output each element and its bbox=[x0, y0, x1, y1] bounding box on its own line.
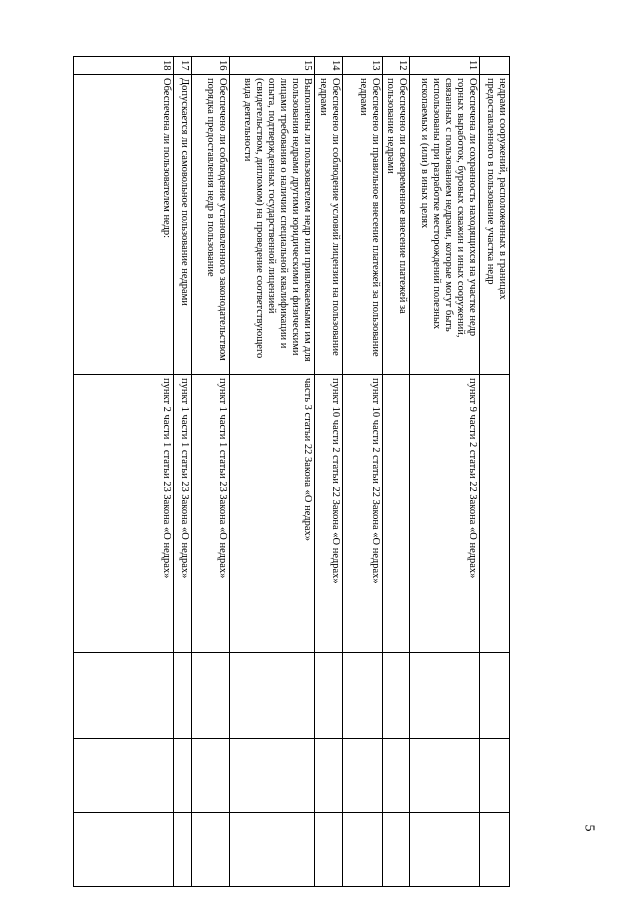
answer-no-cell bbox=[230, 739, 315, 813]
law-reference-cell: пункт 10 части 2 статьи 22 Закона «О недрах» bbox=[315, 375, 343, 653]
question-cell: Выполнены ли пользователем недр или привлекаемыми им для пользования недрами другими юридическими и физическими лицами требования о наличии специальной квалификации и опыта, подтвержденных государственной лицензией (свидетельством, дипломом) на проведение соответствующего вида деятельности bbox=[230, 75, 315, 375]
answer-na-cell bbox=[480, 813, 510, 887]
answer-na-cell bbox=[315, 813, 343, 887]
answer-na-cell bbox=[74, 813, 174, 887]
law-reference-cell: пункт 2 части 1 статьи 23 Закона «О недрах» bbox=[74, 375, 174, 653]
answer-no-cell bbox=[74, 739, 174, 813]
answer-yes-cell bbox=[74, 653, 174, 739]
answer-no-cell bbox=[343, 739, 383, 813]
question-cell: Обеспечено ли правильное внесение платежей за пользование недрами bbox=[343, 75, 383, 375]
rotated-table-container bbox=[70, 56, 510, 886]
answer-yes-cell bbox=[343, 653, 383, 739]
law-reference-cell: часть 3 статьи 22 Закона «О недрах» bbox=[230, 375, 315, 653]
answer-yes-cell bbox=[480, 653, 510, 739]
law-reference-cell: пункт 1 части 1 статьи 23 Закона «О недрах» bbox=[174, 375, 192, 653]
table-row bbox=[192, 57, 230, 887]
answer-yes-cell bbox=[174, 653, 192, 739]
question-cell: Обеспечена ли сохранность находящихся на участке недр горных выработок, буровых скважин и иных сооружений, связанных с пользованием недрами, которые могут быть использованы при разработке месторождений полезных ископаемых и (или) в иных целях bbox=[410, 75, 480, 375]
answer-no-cell bbox=[315, 739, 343, 813]
page-number: 5 bbox=[581, 824, 597, 832]
table-row bbox=[174, 57, 192, 887]
row-number: 17 bbox=[174, 57, 192, 75]
answer-na-cell bbox=[410, 813, 480, 887]
answer-na-cell bbox=[383, 813, 410, 887]
question-cell: Обеспечено ли соблюдение установленного законодательством порядка предоставления недр в пользование bbox=[192, 75, 230, 375]
answer-na-cell bbox=[230, 813, 315, 887]
law-reference-cell: пункт 10 части 2 статьи 22 Закона «О недрах» bbox=[343, 375, 383, 653]
row-number: 16 bbox=[192, 57, 230, 75]
law-reference-cell bbox=[480, 375, 510, 653]
checklist-table bbox=[73, 56, 510, 887]
answer-na-cell bbox=[174, 813, 192, 887]
answer-yes-cell bbox=[192, 653, 230, 739]
row-number: 12 bbox=[383, 57, 410, 75]
answer-yes-cell bbox=[230, 653, 315, 739]
question-cell: Допускается ли самовольное пользование недрами bbox=[174, 75, 192, 375]
answer-yes-cell bbox=[383, 653, 410, 739]
row-number bbox=[480, 57, 510, 75]
answer-no-cell bbox=[383, 739, 410, 813]
answer-yes-cell bbox=[410, 653, 480, 739]
row-number: 11 bbox=[410, 57, 480, 75]
answer-no-cell bbox=[174, 739, 192, 813]
law-reference-cell: пункт 1 части 1 статьи 23 Закона «О недрах» bbox=[192, 375, 230, 653]
law-reference-cell bbox=[383, 375, 410, 653]
table-row bbox=[74, 57, 174, 887]
answer-no-cell bbox=[192, 739, 230, 813]
question-cell: недрами сооружений, расположенных в границах предоставленного в пользование участка недр bbox=[480, 75, 510, 375]
table-row bbox=[480, 57, 510, 887]
table-row bbox=[410, 57, 480, 887]
table-row bbox=[230, 57, 315, 887]
answer-na-cell bbox=[343, 813, 383, 887]
answer-no-cell bbox=[410, 739, 480, 813]
answer-no-cell bbox=[480, 739, 510, 813]
table-row bbox=[315, 57, 343, 887]
answer-na-cell bbox=[192, 813, 230, 887]
answer-yes-cell bbox=[315, 653, 343, 739]
table-row bbox=[343, 57, 383, 887]
question-cell: Обеспечено ли своевременное внесение платежей за пользование недрами bbox=[383, 75, 410, 375]
question-cell: Обеспечена ли пользователем недр: bbox=[74, 75, 174, 375]
table-row bbox=[383, 57, 410, 887]
question-cell: Обеспечено ли соблюдение условий лицензии на пользование недрами bbox=[315, 75, 343, 375]
row-number: 13 bbox=[343, 57, 383, 75]
row-number: 15 bbox=[230, 57, 315, 75]
law-reference-cell: пункт 9 части 2 статьи 22 Закона «О недрах» bbox=[410, 375, 480, 653]
row-number: 14 bbox=[315, 57, 343, 75]
row-number: 18 bbox=[74, 57, 174, 75]
